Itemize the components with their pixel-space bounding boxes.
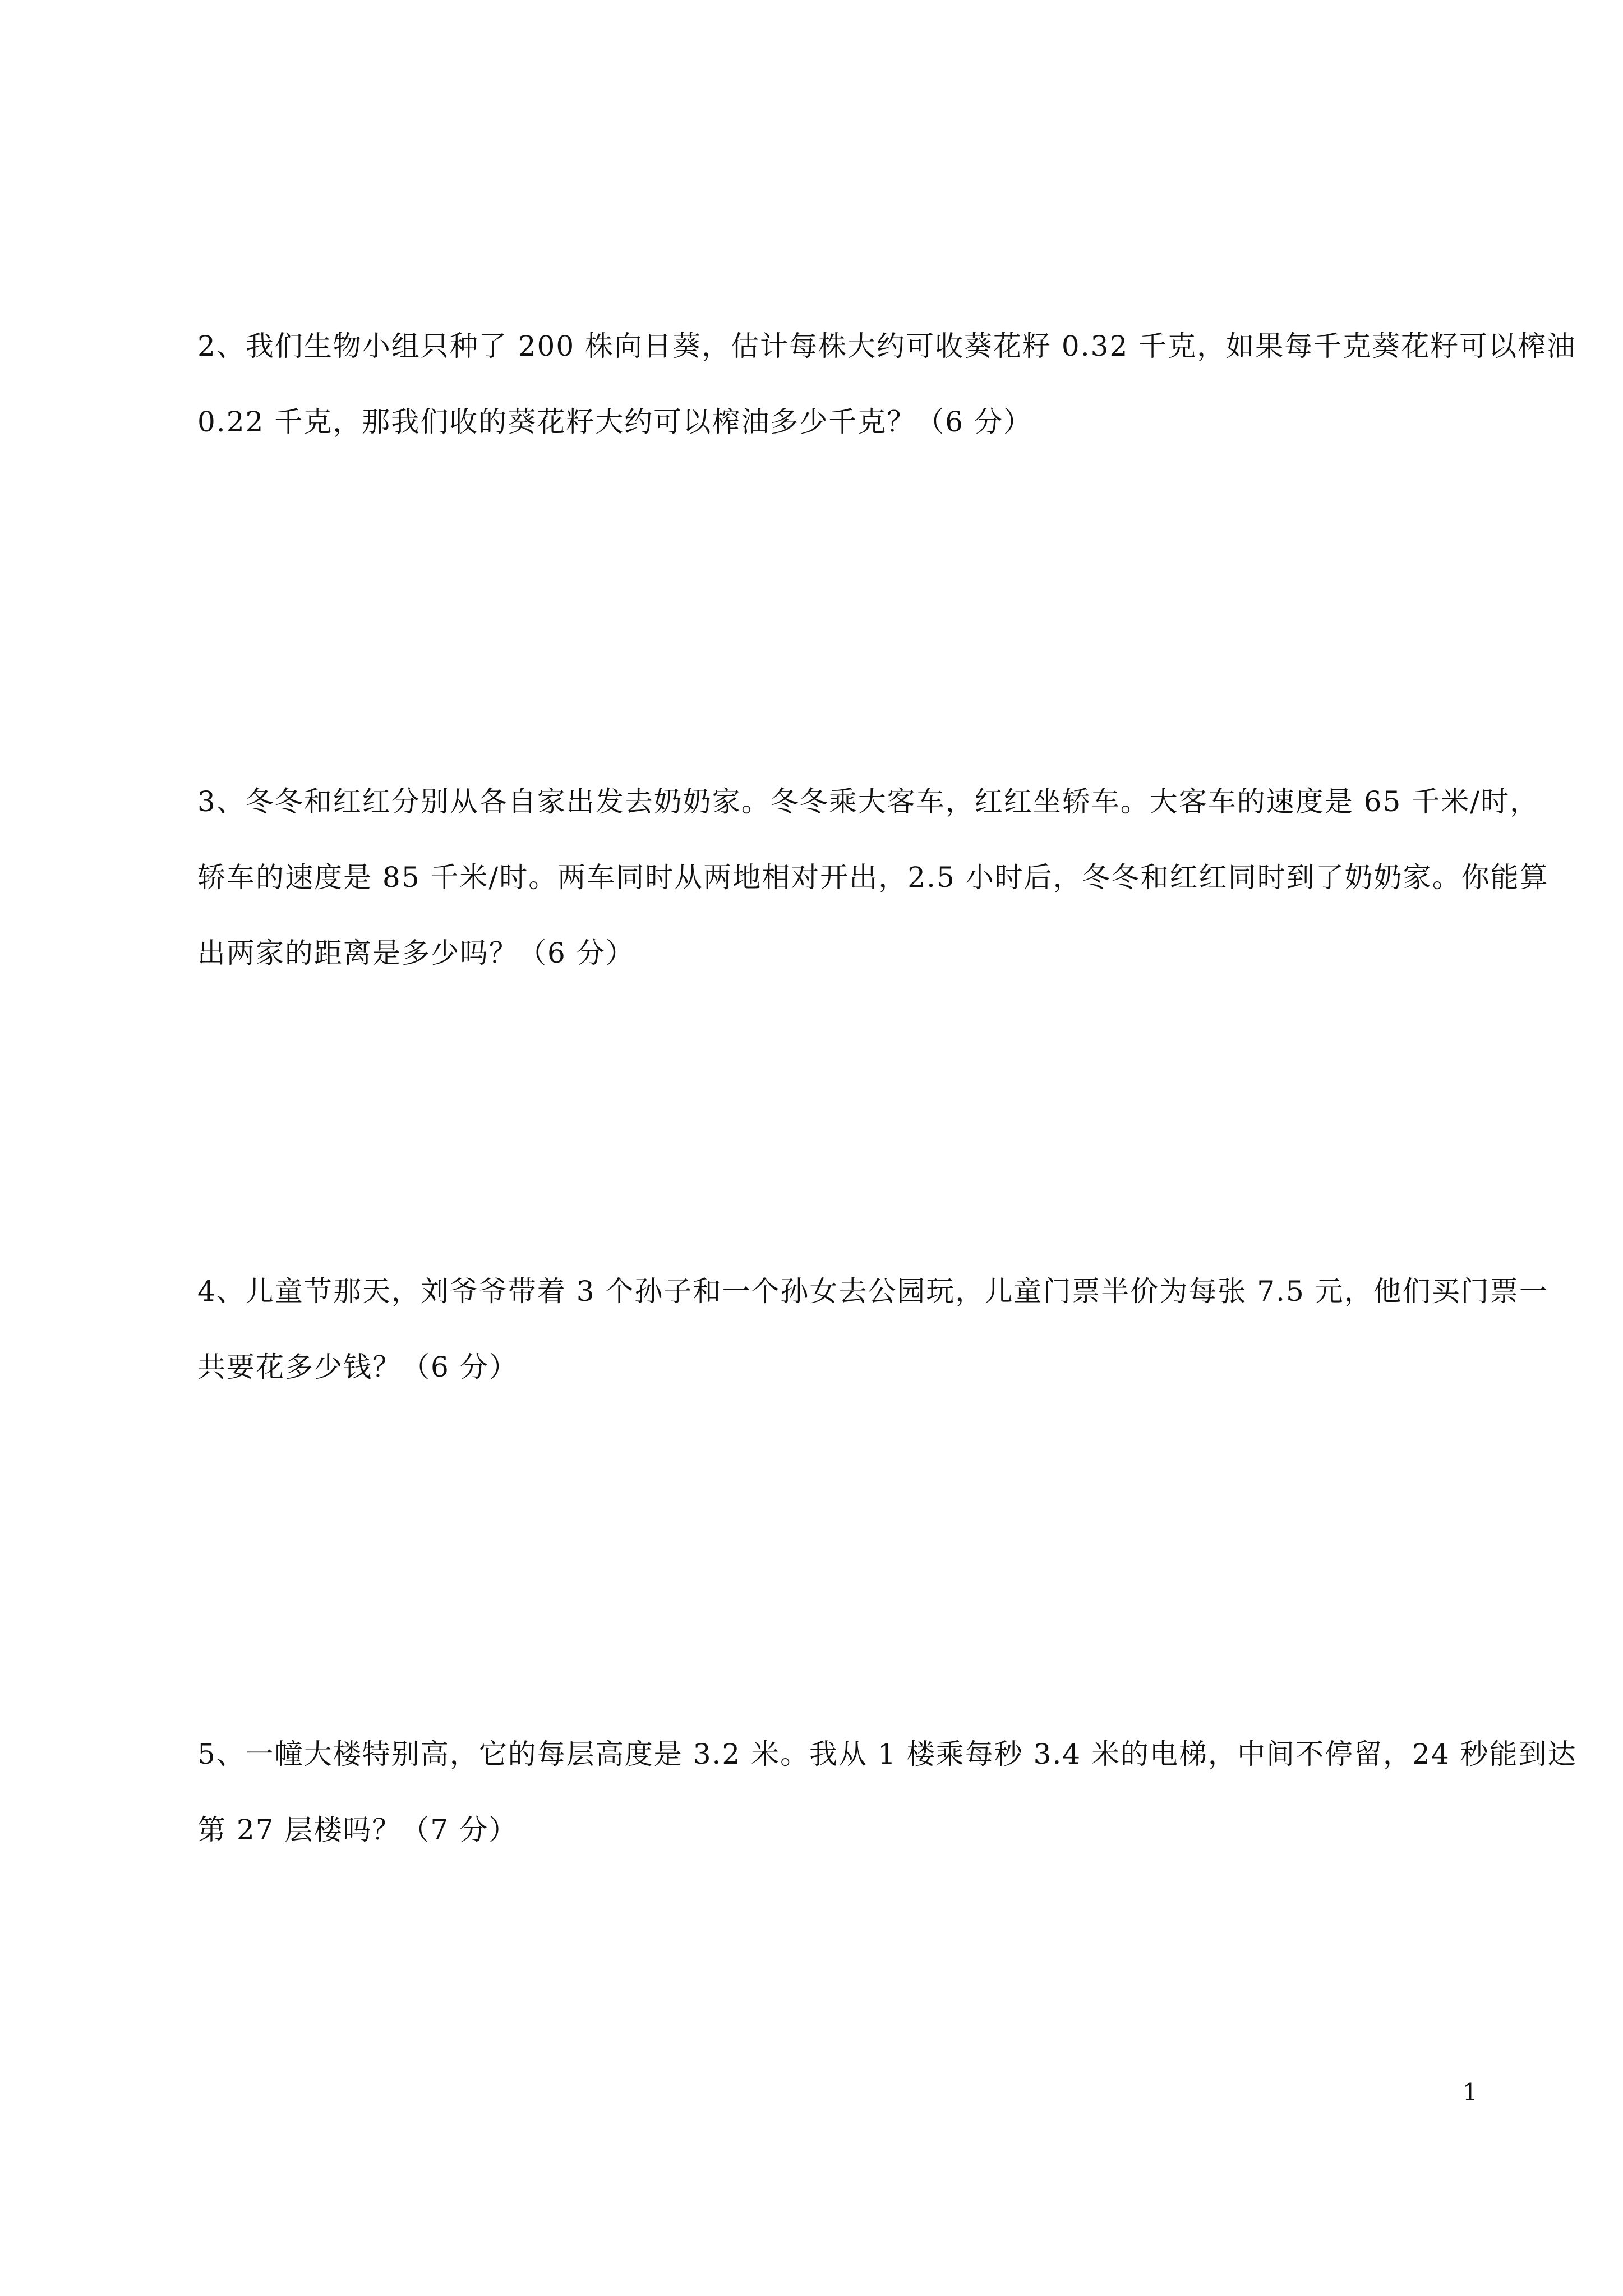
page-number: 1 <box>1463 2078 1478 2106</box>
question-4 <box>197 1254 1548 1405</box>
question-3-line-2: 轿车的速度是 85 千米/时。两车同时从两地相对开出，2.5 小时后，冬冬和红红同时到了奶奶家。你能算 <box>197 861 1549 894</box>
question-2-line-1: 2、我们生物小组只种了 200 株向日葵，估计每株大约可收葵花籽 0.32 千克，如果每千克葵花籽可以榨油 <box>197 330 1576 362</box>
question-2-line-2: 0.22 千克，那我们收的葵花籽大约可以榨油多少千克？（6 分） <box>197 406 1032 438</box>
question-5-line-1: 5、一幢大楼特别高，它的每层高度是 3.2 米。我从 1 楼乘每秒 3.4 米的电梯，中间不停留，24 秒能到达 <box>197 1738 1577 1770</box>
question-5-line-2: 第 27 层楼吗？（7 分） <box>197 1814 518 1846</box>
question-5 <box>197 1717 1577 1868</box>
question-3 <box>197 764 1549 991</box>
question-4-line-1: 4、儿童节那天，刘爷爷带着 3 个孙子和一个孙女去公园玩，儿童门票半价为每张 7.5 元，他们买门票一 <box>197 1275 1548 1308</box>
question-3-line-1: 3、冬冬和红红分别从各自家出发去奶奶家。冬冬乘大客车，红红坐轿车。大客车的速度是 65 千米/时， <box>197 785 1539 818</box>
question-4-line-2: 共要花多少钱？（6 分） <box>197 1351 518 1383</box>
question-3-line-3: 出两家的距离是多少吗？（6 分） <box>197 937 635 969</box>
question-2 <box>197 309 1576 460</box>
